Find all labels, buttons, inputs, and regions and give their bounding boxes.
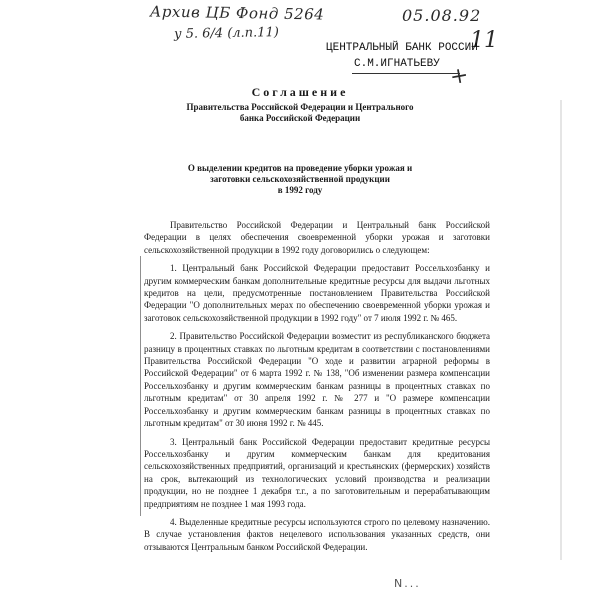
parties-line: Правительства Российской Федерации и Центрального [186, 102, 414, 112]
body-paragraph: 4. Выделенные кредитные ресурсы используются строго по целевому назначению. В случае установления фактов нецелевого использования указанных средств, они отзываются Центральным банком Российской Федерации. [144, 516, 490, 552]
parties-line: банка Российской Федерации [239, 113, 361, 123]
document-subject [0, 163, 600, 196]
body-paragraph: Правительство Российской Федерации и Центральный банк Российской Федерации в целях обеспечения своевременной уборки урожая и заготовки сельскохозяйственной продукции в 1992 году договорились о следующем: [144, 220, 490, 255]
document-body [144, 219, 490, 559]
body-paragraph: 1. Центральный банк Российской Федерации предоставит Россельхозбанку и другим коммерческим банкам дополнительные кредитные ресурсы для выдачи льготных кредитов на цели, предусмотренные постановлением Правительства Российской Федерации "О дополнительных мерах по обеспечению своевременной уборки урожая и заготовок сельскохозяйственной продукции в 1992 году" от 7 июля 1992 г. № 465. [144, 263, 490, 323]
subject-line: в 1992 году [277, 185, 323, 195]
document-title: Соглашение [251, 85, 349, 99]
recipient-name: С.М.ИГНАТЬЕВУ [354, 58, 440, 70]
scan-smudge [560, 100, 562, 560]
handwritten-mark: 11 [470, 28, 498, 53]
body-paragraph: 2. Правительство Российской Федерации возместит из республиканского бюджета разницу в процентных ставках по льготным кредитам в соответствии с постановлениями Правительства Российской Федерации "О ходе и развитии аграрной реформы в Российской Федерации" от 6 марта 1992 г. № 138, "Об изменении размера компенсации Россельхозбанку и другим коммерческим банкам разницы в процентных ставках по льготным кредитам" от 30 апреля 1992 г. № 277 и "О размере компенсации Россельхозбанку и другим коммерческим банкам разницы в процентных ставках по льготным кредитам" от 30 июня 1992 г. № 445. [144, 331, 490, 429]
handwritten-date: 05.08.92 [402, 6, 482, 25]
body-paragraph: 3. Центральный банк Российской Федерации предоставит кредитные ресурсы Россельхозбанку и другим коммерческим банкам для кредитования сельскохозяйственных предприятий, организаций и крестьянских (фермерских) хозяйств на срок, вытекающий из технологических условий производства и реализации продукции, но не позднее 1 декабря т.г., а по заготовительным и перерабатывающим предприятиям не позднее 1 мая 1993 года. [144, 436, 490, 509]
subject-line: заготовки сельскохозяйственной продукции [210, 174, 390, 184]
subject-line: О выделении кредитов на проведение уборки урожая и [187, 163, 413, 173]
handwritten-reference: у 5. 6/4 (л.п.11) [173, 25, 279, 42]
margin-line [140, 256, 141, 516]
recipient-bank: ЦЕНТРАЛЬНЫЙ БАНК РОССИИ [326, 42, 478, 54]
handwritten-archive-note: Архив ЦБ Фонд 5264 [149, 2, 325, 24]
recipient-underline [352, 73, 460, 74]
handwritten-plus-mark: + [447, 62, 471, 91]
document-parties [0, 102, 600, 124]
corner-mark: N... [394, 577, 421, 590]
